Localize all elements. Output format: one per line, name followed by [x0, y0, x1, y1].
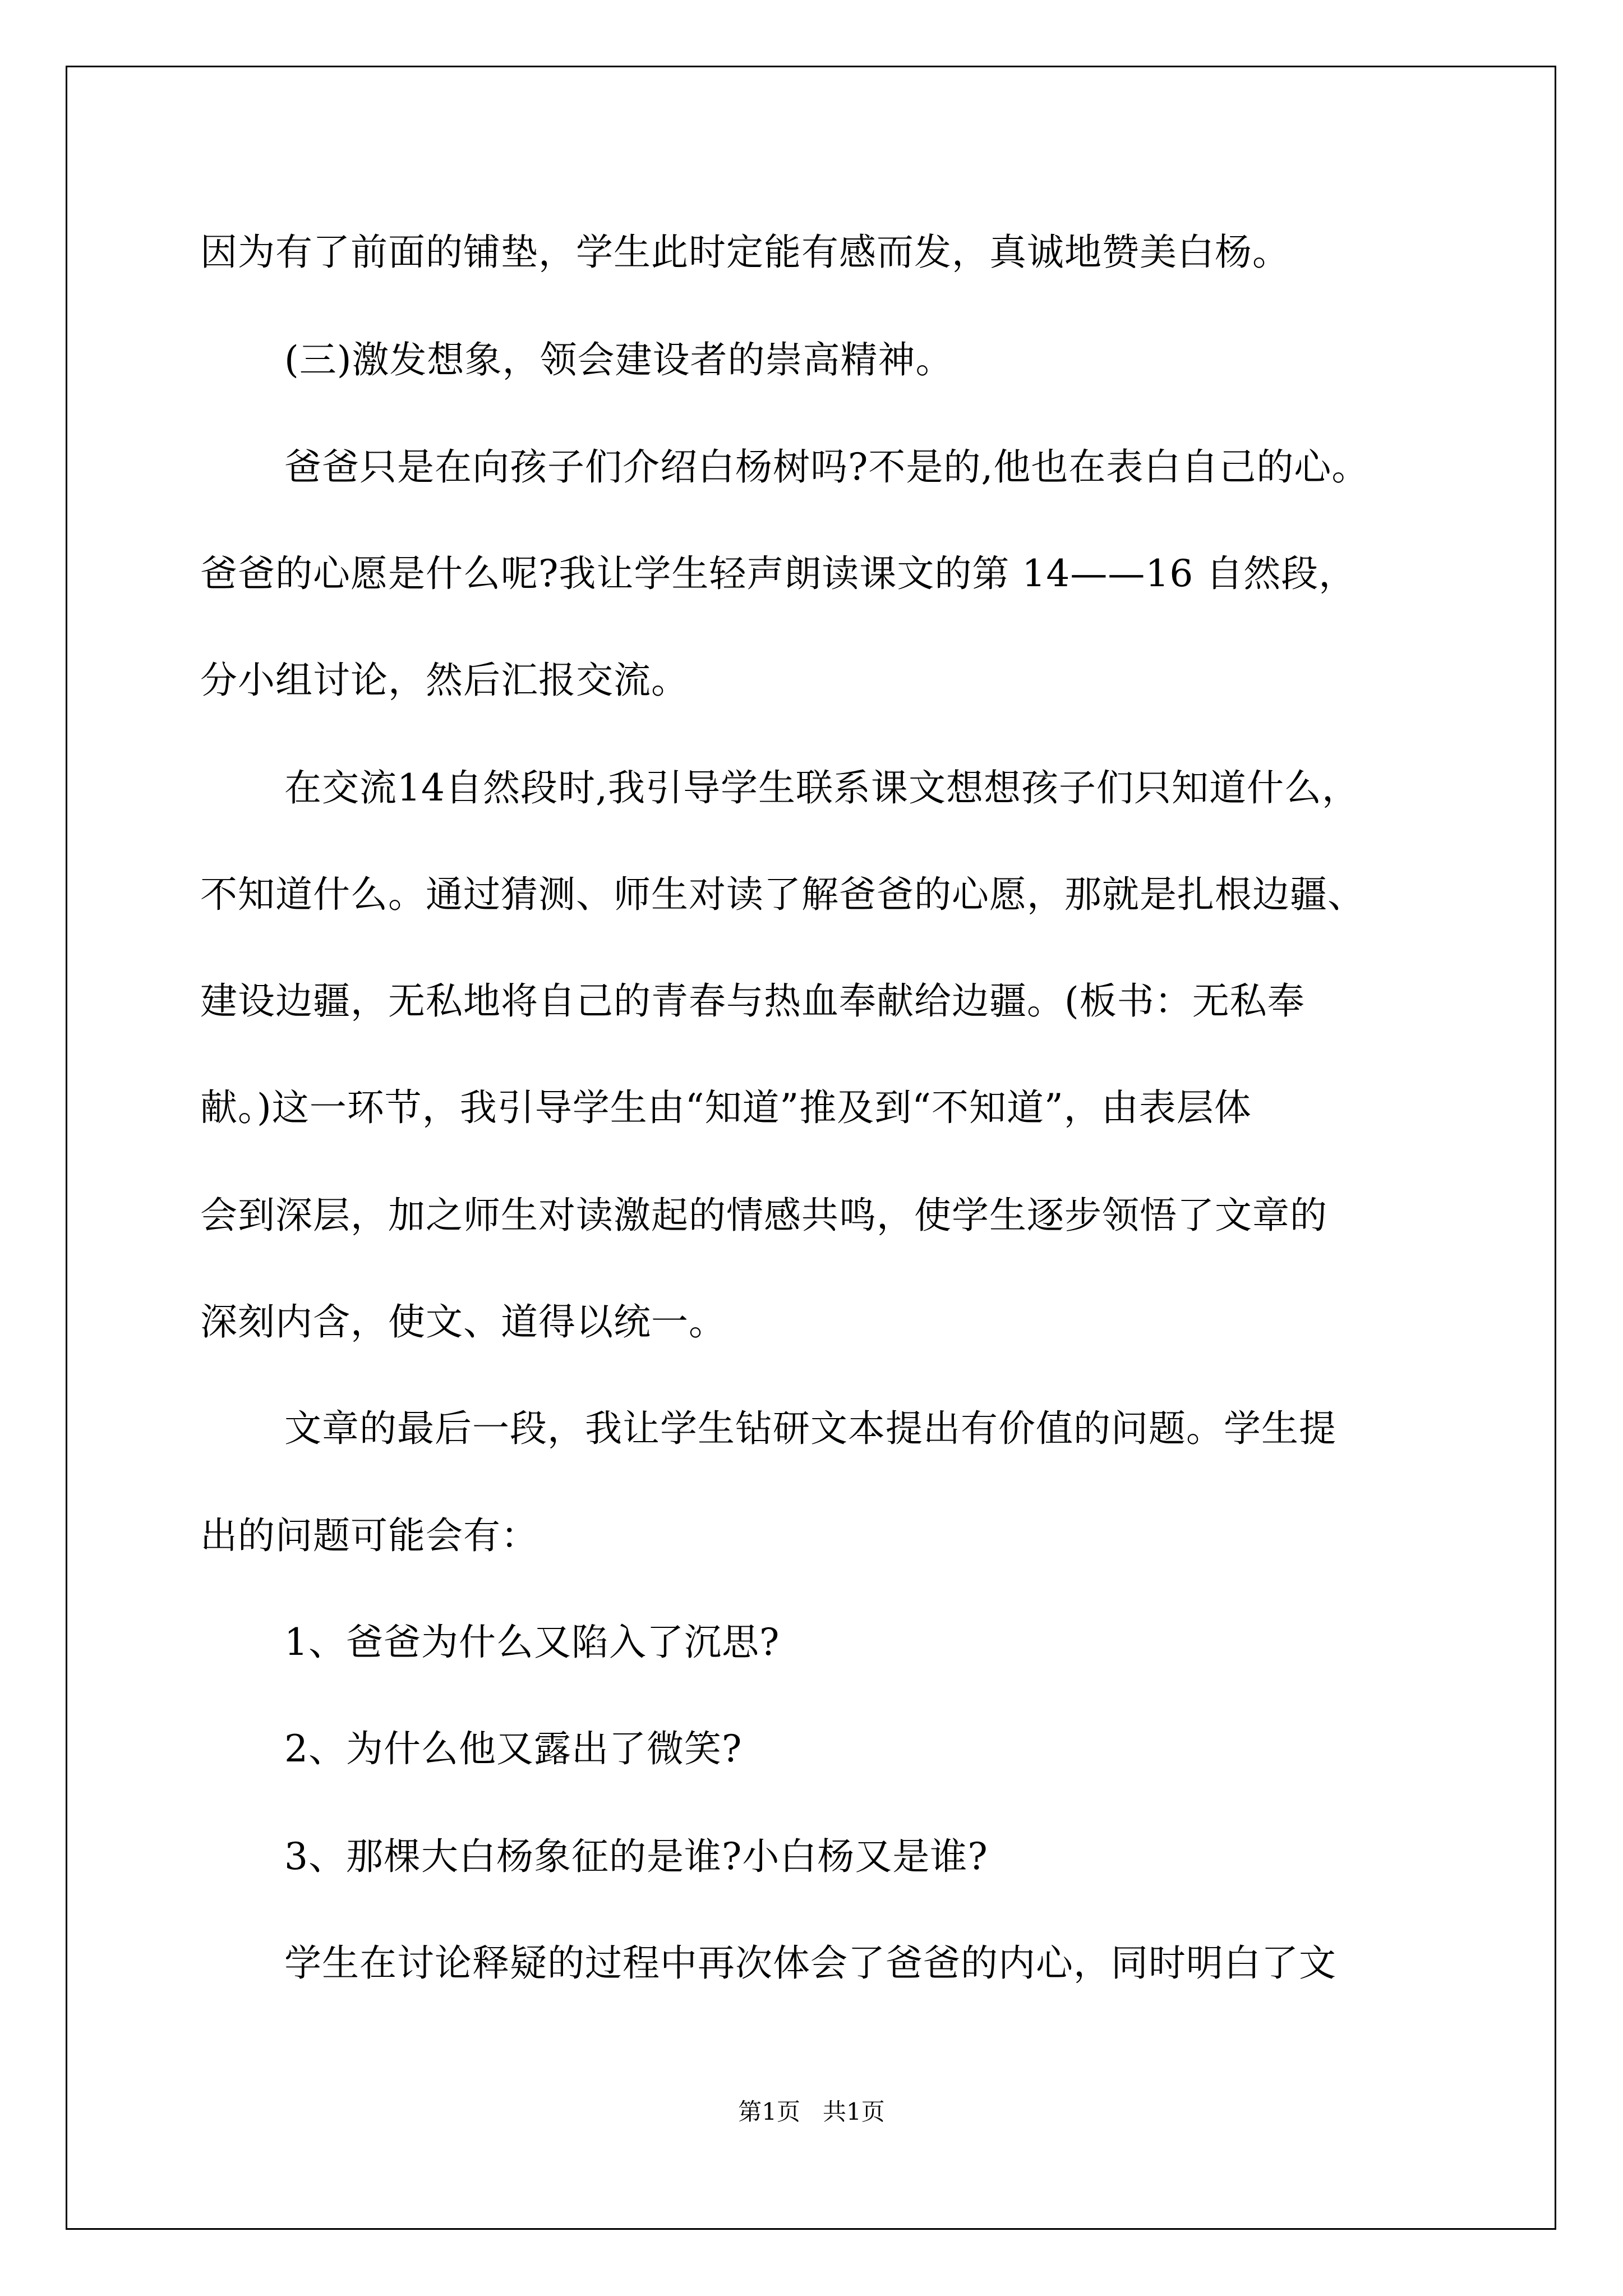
text-line-11: 深刻内含，使文、道得以统一。	[200, 1300, 726, 1343]
page-border	[66, 66, 1556, 2230]
text-line-8: 建设边疆，无私地将自己的青春与热血奉献给边疆。(板书：无私奉	[200, 979, 1305, 1023]
list-item-1: 1、爸爸为什么又陷入了沉思?	[284, 1621, 780, 1664]
text-line-6: 在交流14自然段时,我引导学生联系课文想想孩子们只知道什么，	[284, 766, 1359, 809]
list-item-3: 3、那棵大白杨象征的是谁?小白杨又是谁?	[284, 1835, 988, 1878]
section-heading: (三)激发想象，领会建设者的崇高精神。	[284, 338, 953, 381]
text-line-10: 会到深层，加之师生对读激起的情感共鸣，使学生逐步领悟了文章的	[200, 1194, 1327, 1237]
list-item-2: 2、为什么他又露出了微笑?	[284, 1727, 743, 1770]
text-line-9: 献。)这一环节，我引导学生由“知道”推及到“不知道”，由表层体	[200, 1086, 1252, 1129]
text-line-13: 出的问题可能会有：	[200, 1514, 538, 1557]
text-line-3: 爸爸只是在向孩子们介绍白杨树吗?不是的,他也在表白自己的心。	[284, 445, 1370, 489]
text-line-17: 学生在讨论释疑的过程中再次体会了爸爸的内心，同时明白了文	[284, 1941, 1336, 1985]
text-line-1: 因为有了前面的铺垫，学生此时定能有感而发，真诚地赞美白杨。	[200, 231, 1290, 274]
text-line-7: 不知道什么。通过猜测、师生对读了解爸爸的心愿，那就是扎根边疆、	[200, 873, 1365, 916]
page-number-footer: 第1页 共1页	[738, 2098, 885, 2125]
text-line-12: 文章的最后一段，我让学生钻研文本提出有价值的问题。学生提	[284, 1407, 1336, 1450]
text-line-4: 爸爸的心愿是什么呢?我让学生轻声朗读课文的第 14——16 自然段，	[200, 552, 1357, 595]
text-line-5: 分小组讨论，然后汇报交流。	[200, 659, 689, 702]
